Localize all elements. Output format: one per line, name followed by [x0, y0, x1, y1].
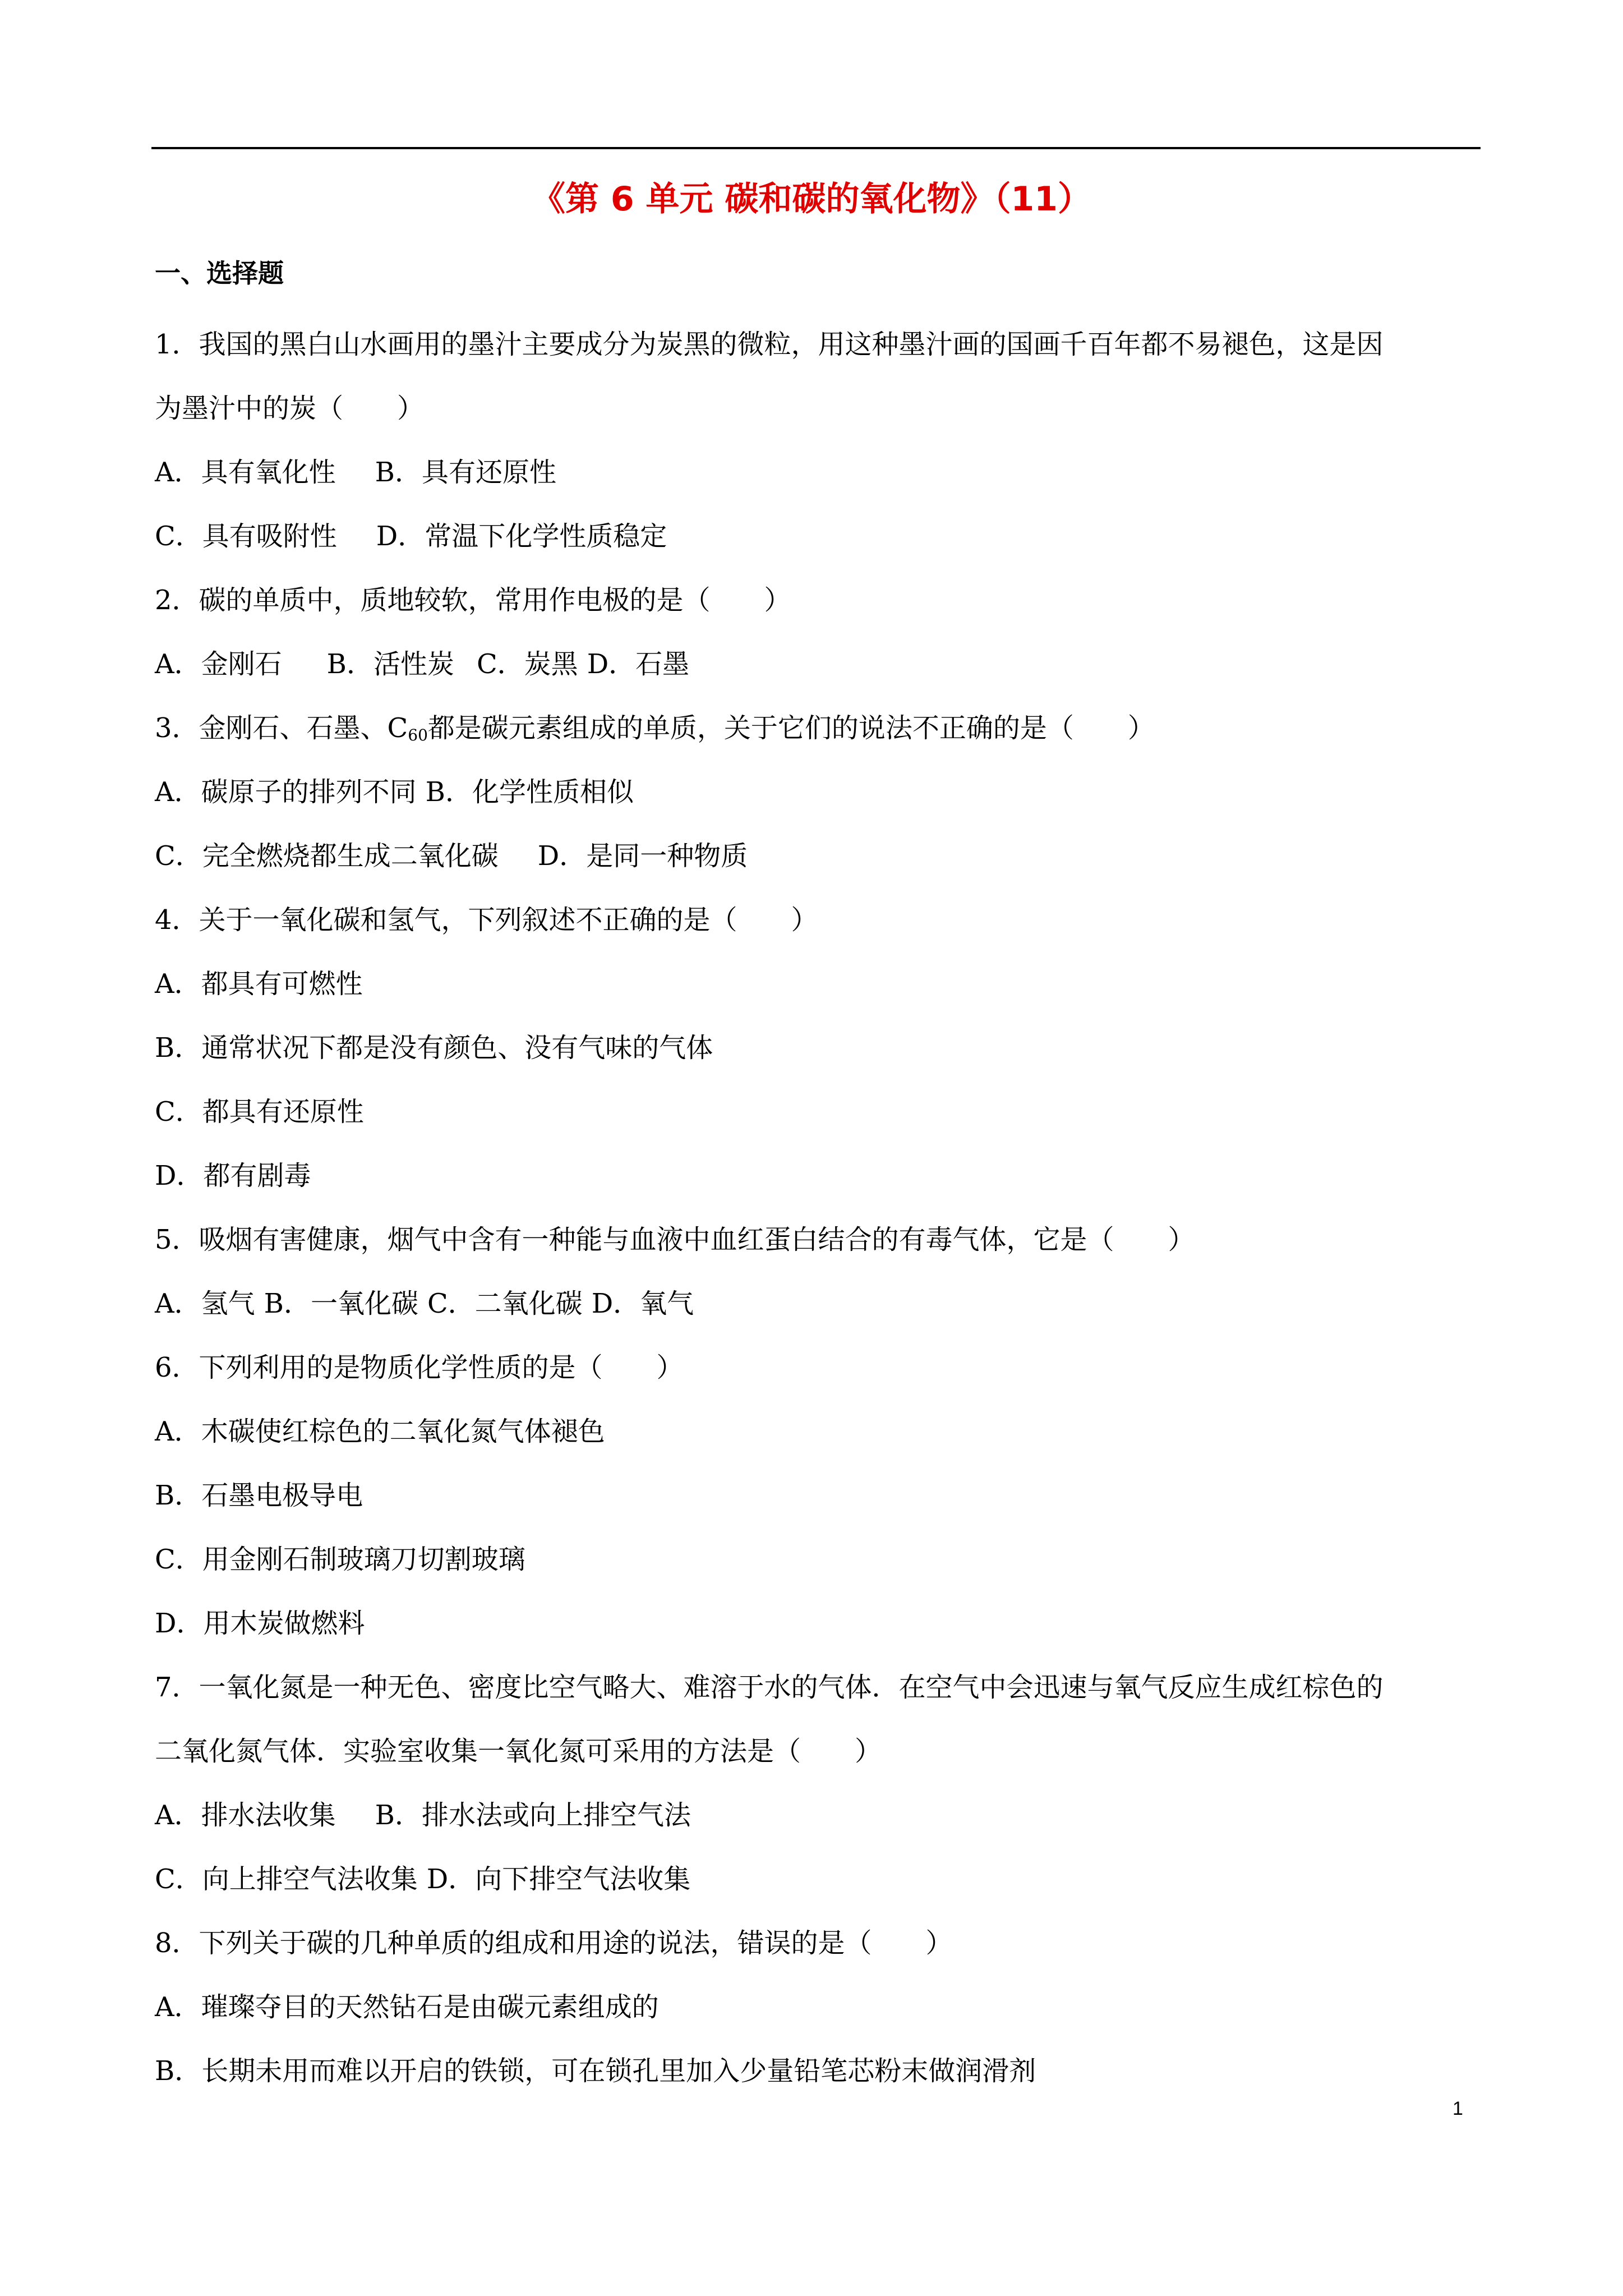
- question-1-options-row-2: [155, 504, 1484, 568]
- question-3-stem-after: 都是碳元素组成的单质，关于它们的说法不正确的是（ ）: [427, 712, 1155, 744]
- question-1-stem-line-1: 1．我国的黑白山水画用的墨汁主要成分为炭黑的微粒，用这种墨汁画的国画千百年都不易褪色，这是因: [155, 329, 1384, 360]
- question-3-options-row-1: [155, 760, 1484, 824]
- question-7-options-row-2: [155, 1847, 1484, 1911]
- question-3-stem-before: 3．金刚石、石墨、C: [155, 712, 408, 744]
- question-list: [155, 312, 1484, 2103]
- question-3-stem: [155, 696, 1484, 760]
- option-d: D．石墨: [587, 648, 690, 680]
- option-c: C．炭黑: [476, 648, 578, 680]
- option-d: D．都有剧毒: [155, 1160, 311, 1191]
- option-d: D．用木炭做燃料: [155, 1608, 365, 1639]
- option-c: C．完全燃烧都生成二氧化碳: [155, 840, 499, 872]
- section-heading: 一、选择题: [155, 258, 284, 288]
- question-4-stem: 4．关于一氧化碳和氢气，下列叙述不正确的是（ ）: [155, 904, 818, 936]
- option-b: B．化学性质相似: [425, 776, 634, 808]
- option-a: A．都具有可燃性: [155, 968, 363, 1000]
- option-c: C．二氧化碳: [427, 1288, 583, 1319]
- question-6-stem: 6．下列利用的是物质化学性质的是（ ）: [155, 1352, 684, 1383]
- question-8-stem: 8．下列关于碳的几种单质的组成和用途的说法，错误的是（ ）: [155, 1927, 953, 1959]
- option-a: A．氢气: [155, 1288, 255, 1319]
- option-a: A．具有氧化性: [155, 457, 336, 488]
- question-2-stem: 2．碳的单质中，质地较软，常用作电极的是（ ）: [155, 585, 791, 616]
- option-d: D．常温下化学性质稳定: [376, 521, 667, 552]
- question-1-options-row-1: [155, 440, 1484, 504]
- question-7-options-row-1: [155, 1783, 1484, 1847]
- page-number: 1: [1453, 2098, 1463, 2119]
- question-3-options-row-2: [155, 824, 1484, 888]
- question-1-stem-line-2: 为墨汁中的炭（ ）: [155, 393, 425, 424]
- option-a: A．碳原子的排列不同: [155, 776, 417, 808]
- option-b: B．活性炭: [326, 648, 454, 680]
- option-d: D．向下排空气法收集: [426, 1864, 691, 1895]
- option-a: A．璀璨夺目的天然钻石是由碳元素组成的: [155, 1991, 659, 2023]
- option-b: B．一氧化碳: [264, 1288, 418, 1319]
- question-7-stem-line-1: 7．一氧化氮是一种无色、密度比空气略大、难溶于水的气体．在空气中会迅速与氧气反应生成红棕色的: [155, 1672, 1384, 1703]
- c60-subscript: 60: [408, 726, 428, 744]
- page-title: 《第 6 单元 碳和碳的氧化物》（11）: [532, 180, 1091, 219]
- option-d: D．氧气: [591, 1288, 694, 1319]
- header-rule: [151, 147, 1481, 149]
- option-c: C．用金刚石制玻璃刀切割玻璃: [155, 1544, 525, 1575]
- question-5-stem: 5．吸烟有害健康，烟气中含有一种能与血液中血红蛋白结合的有毒气体，它是（ ）: [155, 1224, 1195, 1255]
- question-5-options: [155, 1272, 1484, 1336]
- option-a: A．排水法收集: [155, 1800, 336, 1831]
- option-b: B．通常状况下都是没有颜色、没有气味的气体: [155, 1032, 713, 1064]
- option-c: C．具有吸附性: [155, 521, 337, 552]
- option-b: B．具有还原性: [375, 457, 556, 488]
- question-7-stem-line-2: 二氧化氮气体．实验室收集一氧化氮可采用的方法是（ ）: [155, 1736, 882, 1767]
- option-a: A．金刚石: [155, 648, 282, 680]
- question-2-options: [155, 632, 1484, 696]
- option-b: B．石墨电极导电: [155, 1480, 363, 1511]
- option-b: B．长期未用而难以开启的铁锁，可在锁孔里加入少量铅笔芯粉末做润滑剂: [155, 2055, 1036, 2087]
- option-c: C．向上排空气法收集: [155, 1864, 418, 1895]
- option-a: A．木碳使红棕色的二氧化氮气体褪色: [155, 1416, 605, 1447]
- option-d: D．是同一种物质: [537, 840, 748, 872]
- option-b: B．排水法或向上排空气法: [375, 1800, 691, 1831]
- option-c: C．都具有还原性: [155, 1096, 364, 1128]
